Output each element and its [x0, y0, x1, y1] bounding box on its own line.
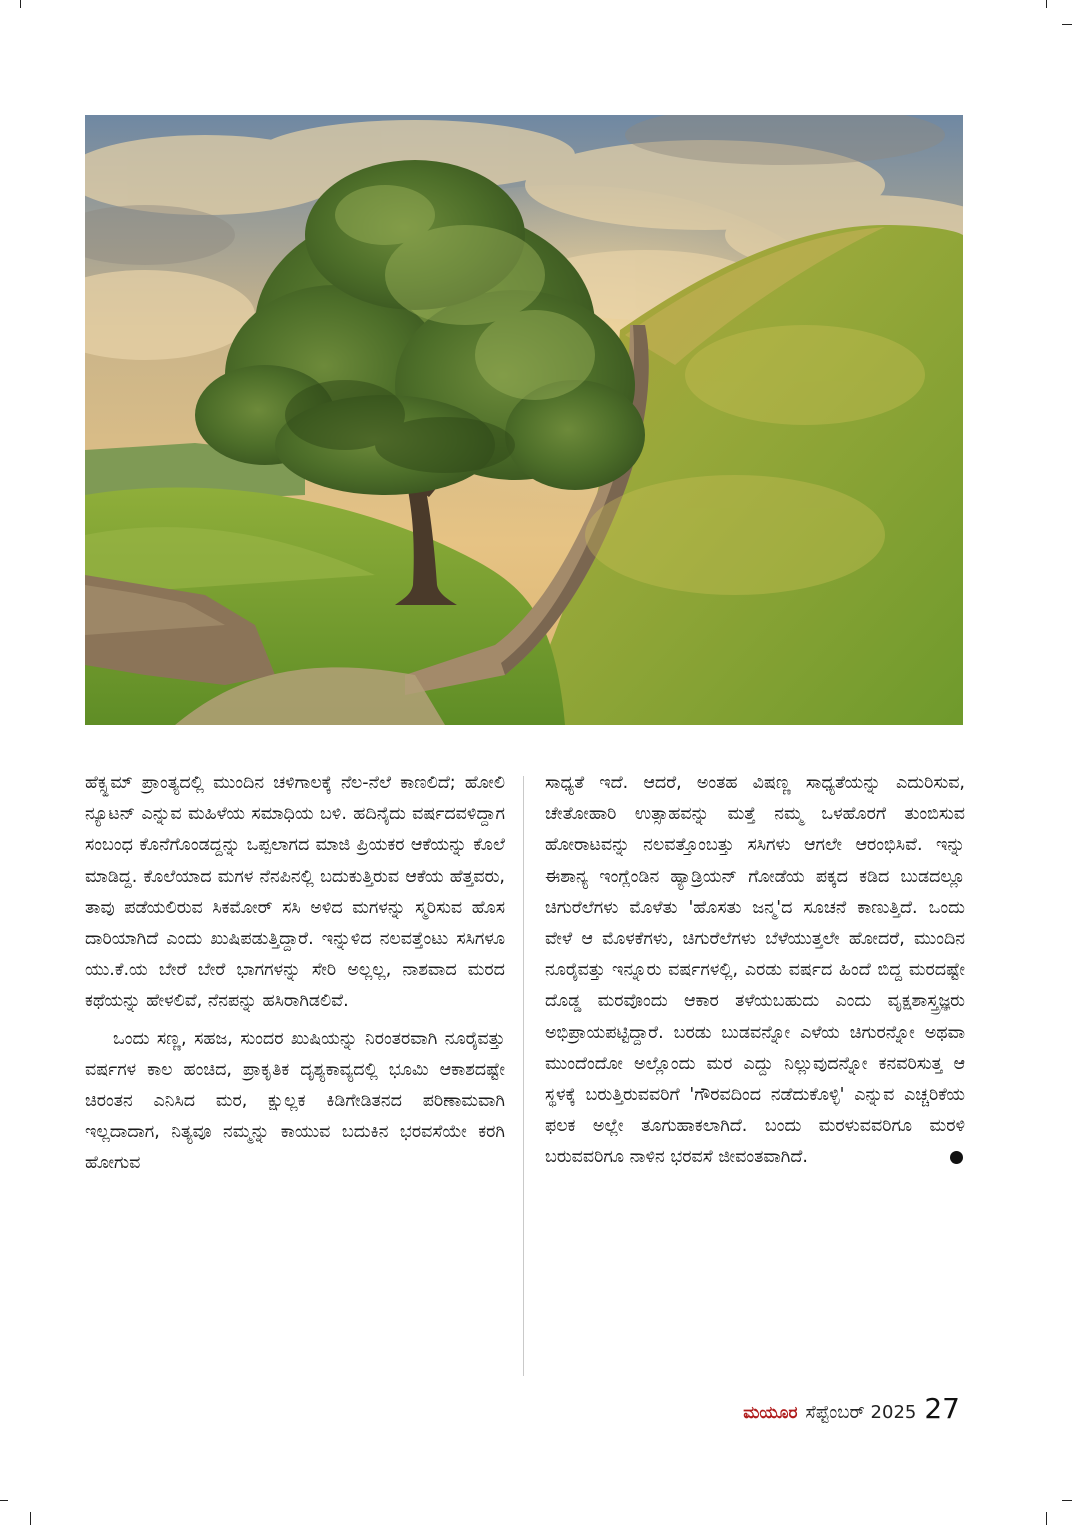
crop-mark-bottom-right [1046, 1512, 1047, 1525]
crop-mark-right-upper [1062, 24, 1072, 25]
magazine-brand: ಮಯೂರ [743, 1403, 798, 1423]
article-paragraph: ಹೆಕ್ಸ್ಹಮ್ ಪ್ರಾಂತ್ಯದಲ್ಲಿ ಮುಂದಿನ ಚಳಿಗಾಲಕ್ಕೆ ನೆಲ-ನೆಲೆ ಕಾಣಲಿದೆ; ಹೋಲಿ ನ್ಯೂಟನ್ ಎನ್ನುವ ಮಹಿಳೆಯ ಸಮಾಧಿಯ ಬಳಿ. ಹದಿನೈದು ವರ್ಷದವಳಿದ್ದಾಗ ಸಂಬಂಧ ಕೊನೆಗೊಂಡದ್ದನ್ನು ಒಪ್ಪಲಾಗದ ಮಾಜಿ ಪ್ರಿಯಕರ ಆಕೆಯನ್ನು ಕೊಲೆ ಮಾಡಿದ್ದ. ಕೊಲೆಯಾದ ಮಗಳ ನೆನಪಿನಲ್ಲಿ ಬದುಕುತ್ತಿರುವ ಆಕೆಯ ಹೆತ್ತವರು, ತಾವು ಪಡೆಯಲಿರುವ ಸಿಕಮೋರ್ ಸಸಿ ಅಳಿದ ಮಗಳನ್ನು ಸ್ಮರಿಸುವ ಹೊಸ ದಾರಿಯಾಗಿದೆ ಎಂದು ಖುಷಿಪಡುತ್ತಿದ್ದಾರೆ. ಇನ್ನುಳಿದ ನಲವತ್ತೆಂಟು ಸಸಿಗಳೂ ಯು.ಕೆ.ಯ ಬೇರೆ ಬೇರೆ ಭಾಗಗಳನ್ನು ಸೇರಿ ಅಲ್ಲಲ್ಲ, ನಾಶವಾದ ಮರದ ಕಥೆಯನ್ನು ಹೇಳಲಿವೆ, ನೆನಪನ್ನು ಹಸಿರಾಗಿಡಲಿವೆ. [85, 773, 505, 1012]
page-footer [743, 1392, 960, 1425]
article-paragraph: ಸಾಧ್ಯತೆ ಇದೆ. ಆದರೆ, ಅಂತಹ ವಿಷಣ್ಣ ಸಾಧ್ಯತೆಯನ್ನು ಎದುರಿಸುವ, ಚೇತೋಹಾರಿ ಉತ್ಸಾಹವನ್ನು ಮತ್ತೆ ನಮ್ಮ ಒಳಹೊರಗೆ ತುಂಬಿಸುವ ಹೋರಾಟವನ್ನು ನಲವತ್ತೊಂಬತ್ತು ಸಸಿಗಳು ಆಗಲೇ ಆರಂಭಿಸಿವೆ. ಇನ್ನು ಈಶಾನ್ಯ ಇಂಗ್ಲೆಂಡಿನ ಹ್ಯಾಡ್ರಿಯನ್ ಗೋಡೆಯ ಪಕ್ಕದ ಕಡಿದ ಬುಡದಲ್ಲೂ ಚಿಗುರೆಲೆಗಳು ಮೊಳೆತು 'ಹೊಸತು ಜನ್ಮ'ದ ಸೂಚನೆ ಕಾಣುತ್ತಿದೆ. ಒಂದು ವೇಳೆ ಆ ಮೊಳಕೆಗಳು, ಚಿಗುರೆಲೆಗಳು ಬೆಳೆಯುತ್ತಲೇ ಹೋದರೆ, ಮುಂದಿನ ನೂರೈವತ್ತು ಇನ್ನೂರು ವರ್ಷಗಳಲ್ಲಿ, ಎರಡು ವರ್ಷದ ಹಿಂದೆ ಬಿದ್ದ ಮರದಷ್ಟೇ ದೊಡ್ಡ ಮರವೊಂದು ಆಕಾರ ತಳೆಯಬಹುದು ಎಂದು ವೃಕ್ಷಶಾಸ್ತ್ರಜ್ಞರು ಅಭಿಪ್ರಾಯಪಟ್ಟಿದ್ದಾರೆ. ಬರಡು ಬುಡವನ್ನೋ ಎಳೆಯ ಚಿಗುರನ್ನೋ ಅಥವಾ ಮುಂದೆಂದೋ ಅಲ್ಲೊಂದು ಮರ ಎದ್ದು ನಿಲ್ಲುವುದನ್ನೋ ಕನವರಿಸುತ್ತ ಆ ಸ್ಥಳಕ್ಕೆ ಬರುತ್ತಿರುವವರಿಗೆ 'ಗೌರವದಿಂದ ನಡೆದುಕೊಳ್ಳಿ' ಎನ್ನುವ ಎಚ್ಚರಿಕೆಯ ಫಲಕ ಅಲ್ಲೇ ತೂಗುಹಾಕಲಾಗಿದೆ. ಬಂದು ಮರಳುವವರಿಗೂ ಮರಳಿ ಬರುವವರಿಗೂ ನಾಳಿನ ಭರವಸೆ ಜೀವಂತವಾಗಿದೆ. [545, 773, 965, 1168]
issue-date: ಸೆಪ್ಟೆಂಬರ್ 2025 [805, 1402, 917, 1423]
article-paragraph-end [545, 768, 965, 1174]
article-paragraph: ಒಂದು ಸಣ್ಣ, ಸಹಜ, ಸುಂದರ ಖುಷಿಯನ್ನು ನಿರಂತರವಾಗಿ ನೂರೈವತ್ತು ವರ್ಷಗಳ ಕಾಲ ಹಂಚಿದ, ಪ್ರಾಕೃತಿಕ ದೃಶ್ಯಕಾವ್ಯದಲ್ಲಿ ಭೂಮಿ ಆಕಾಶದಷ್ಟೇ ಚಿರಂತನ ಎನಿಸಿದ ಮರ, ಕ್ಷುಲ್ಲಕ ಕಿಡಿಗೇಡಿತನದ ಪರಿಣಾಮವಾಗಿ ಇಲ್ಲದಾದಾಗ, ನಿತ್ಯವೂ ನಮ್ಮನ್ನು ಕಾಯುವ ಬದುಕಿನ ಭರವಸೆಯೇ ಕರಗಿ ಹೋಗುವ [85, 1028, 505, 1174]
article-column-left [85, 768, 505, 1180]
article-photo [85, 115, 963, 725]
article-column-right [545, 768, 965, 1174]
end-of-article-bullet [950, 1151, 963, 1164]
page-number: 27 [924, 1392, 960, 1425]
column-divider [523, 776, 524, 1376]
crop-mark-bottom-left [30, 1512, 31, 1525]
crop-mark-top-left [20, 0, 21, 8]
crop-mark-left-lower [0, 1500, 8, 1501]
crop-mark-top-right [1046, 0, 1047, 8]
crop-mark-right-lower [1062, 1500, 1072, 1501]
